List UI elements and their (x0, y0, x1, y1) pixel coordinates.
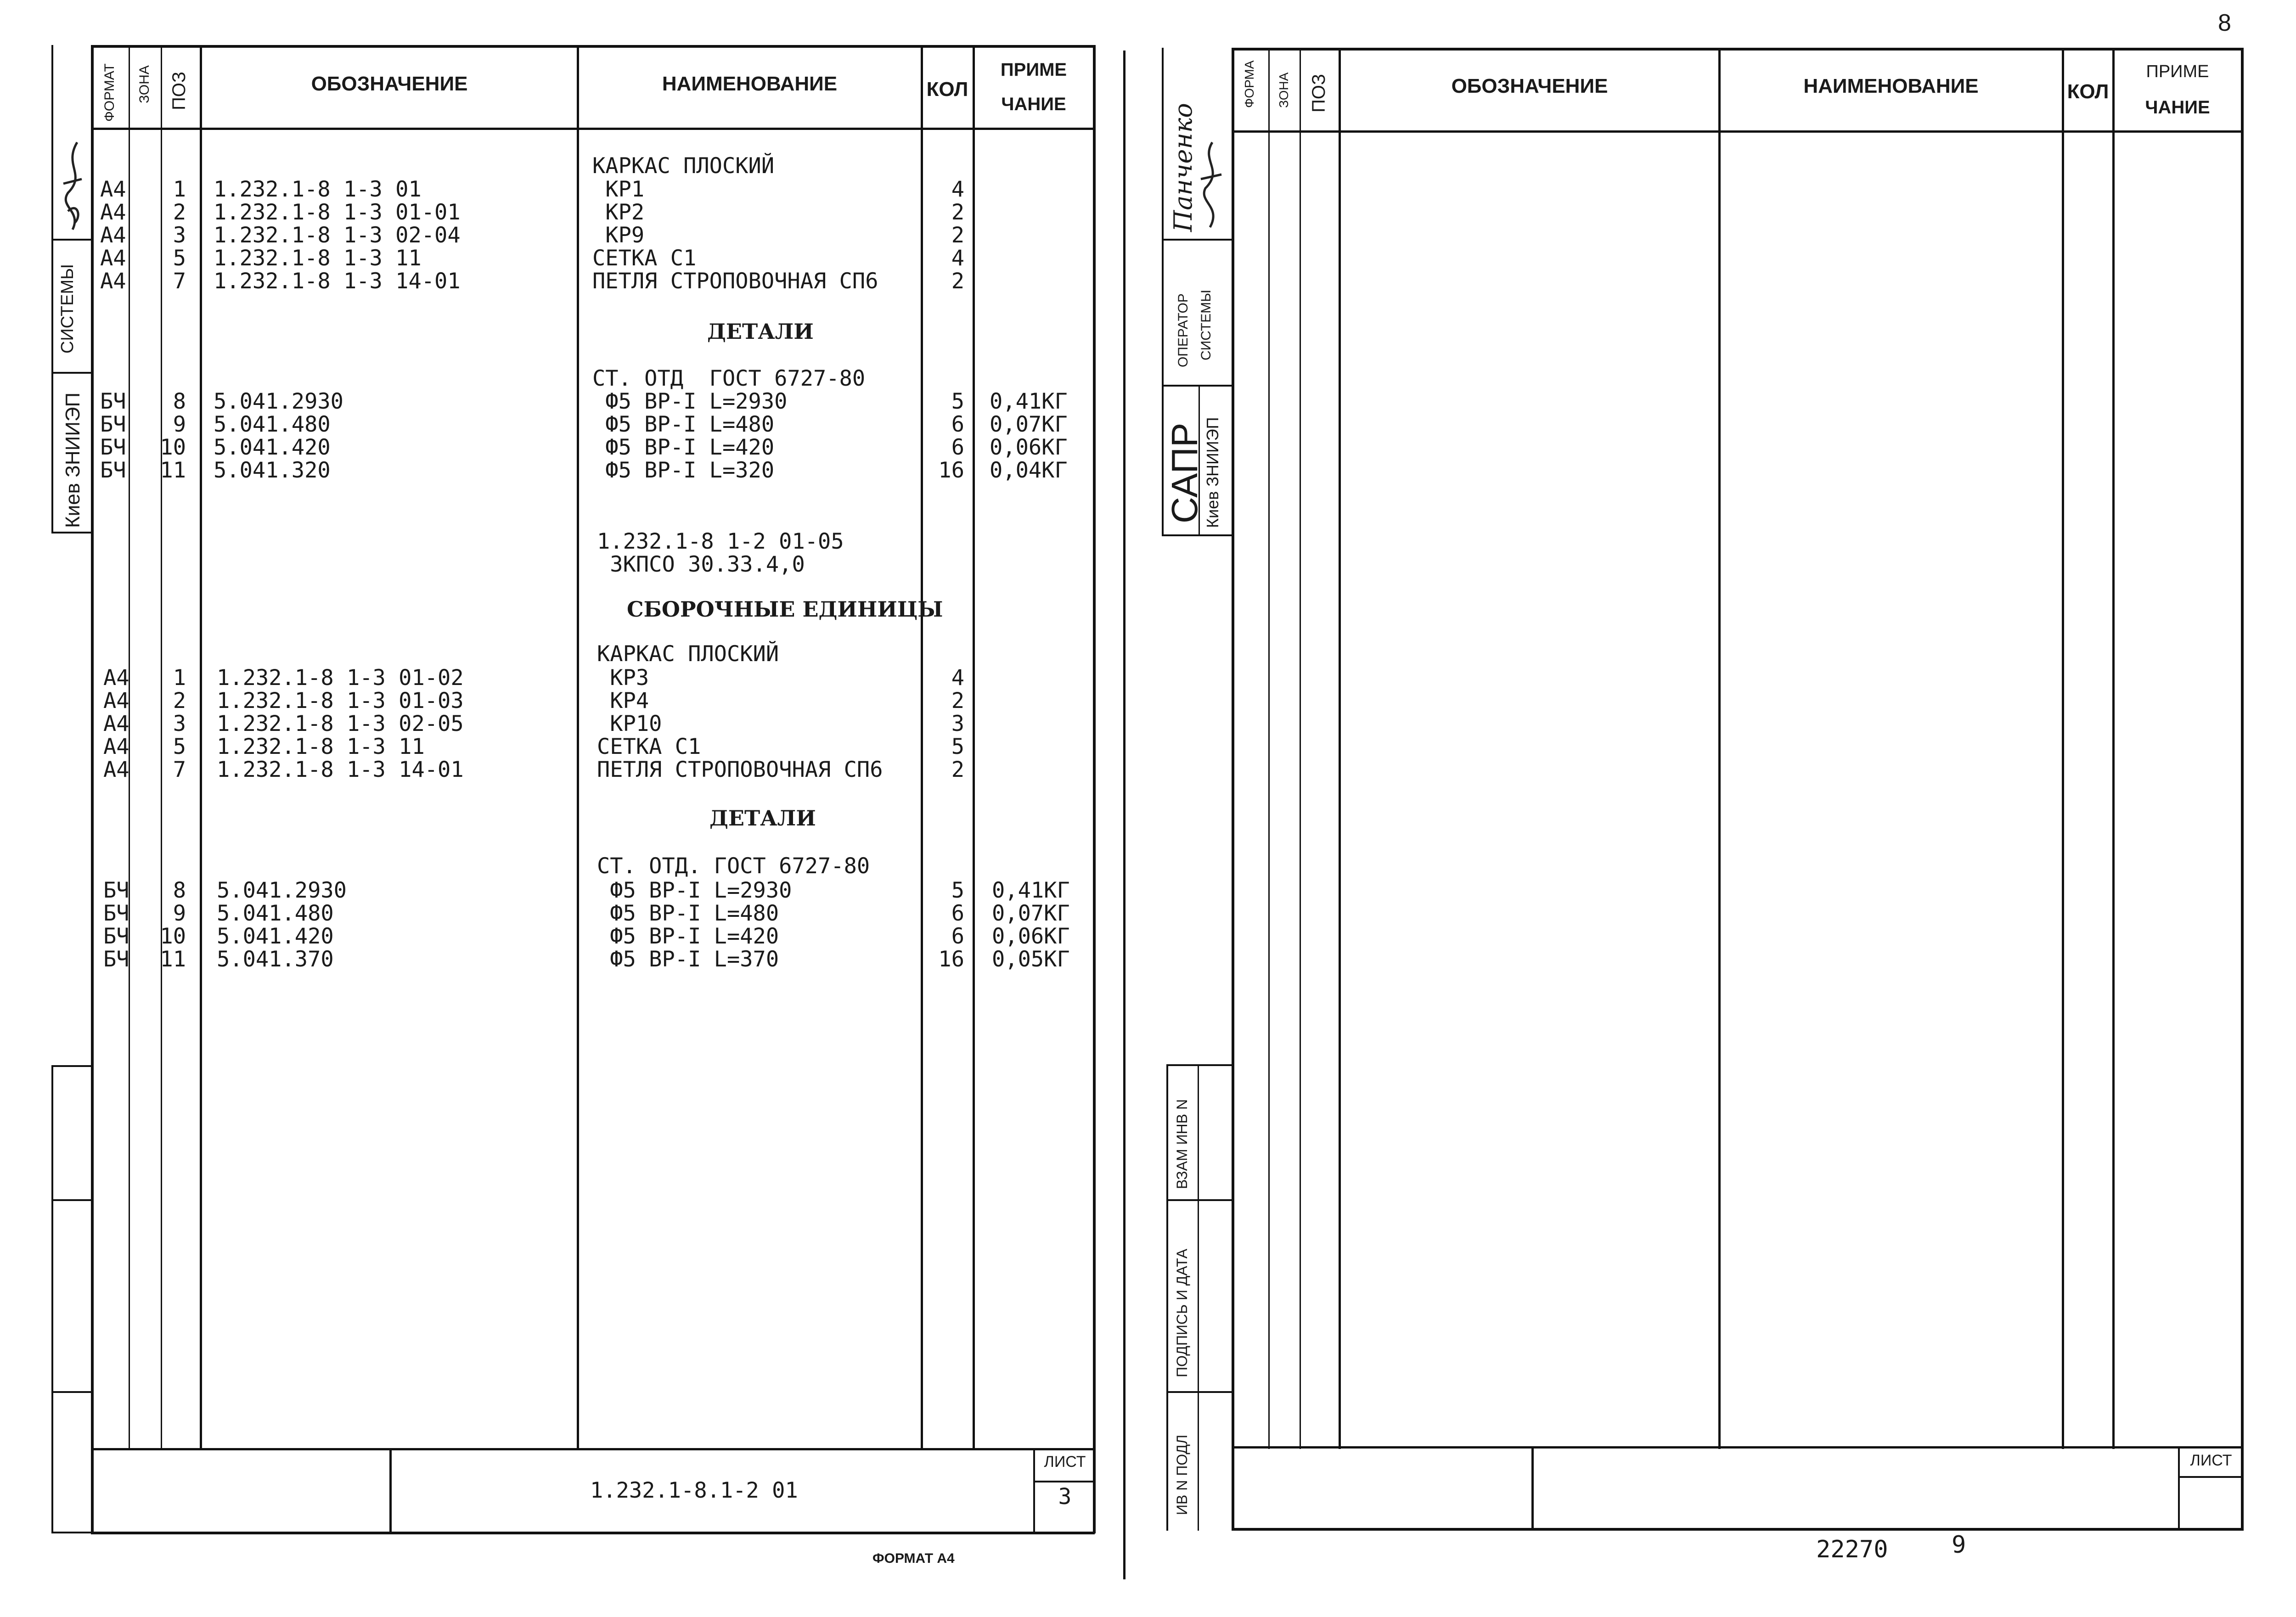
bottom-number: 22270 (1816, 1536, 1888, 1563)
signature-name: Панченко (1169, 103, 1198, 232)
sheet-number: 3 (1058, 1484, 1072, 1510)
side-label-inv-no: ИВ N ПОДЛ (1174, 1434, 1190, 1515)
header-format: ФОРМАТ (102, 63, 117, 122)
side-label-kiev: Киев ЗНИИЭП (62, 392, 84, 528)
side-label-sapr: САПР (1164, 422, 1205, 523)
header-note-2: ЧАНИЕ (2145, 97, 2210, 118)
header-note-1: ПРИМЕ (1000, 60, 1067, 80)
format-label: ФОРМАТ А4 (872, 1551, 955, 1566)
header-zone: ЗОНА (137, 65, 152, 103)
side-label-replaced: ВЗАМ ИНВ N (1174, 1099, 1190, 1189)
header-pos: ПОЗ (1309, 73, 1329, 112)
header-designation: ОБОЗНАЧЕНИЕ (1451, 75, 1608, 97)
details-title: ДЕТАЛИ (709, 806, 816, 831)
sheet-label: ЛИСТ (2190, 1452, 2232, 1469)
header-zone: ЗОНА (1277, 72, 1291, 108)
side-label-systems: СИСТЕМЫ (58, 264, 77, 354)
assembly-title: КАРКАС ПЛОСКИЙ (597, 641, 779, 667)
header-qty: КОЛ (2067, 80, 2109, 103)
header-note-2: ЧАНИЕ (1001, 94, 1066, 114)
header-note-1: ПРИМЕ (2146, 62, 2209, 81)
sheet-label: ЛИСТ (1044, 1453, 1086, 1471)
side-label-sign-date: ПОДПИСЬ И ДАТА (1174, 1248, 1190, 1377)
details-standard: СТ. ОТД ГОСТ 6727-80 (592, 366, 866, 391)
side-label-systems: СИСТЕМЫ (1199, 290, 1214, 360)
header-designation: ОБОЗНАЧЕНИЕ (311, 73, 468, 95)
assembly-units-title: СБОРОЧНЫЕ ЕДИНИЦЫ (627, 597, 943, 622)
side-label-kiev: Киев ЗНИИЭП (1203, 417, 1222, 528)
reference-line-2: ЗКПСО 30.33.4,0 (597, 552, 805, 577)
bottom-number-2: 9 (1952, 1531, 1966, 1559)
assembly-title: КАРКАС ПЛОСКИЙ (592, 153, 775, 179)
document-code: 1.232.1-8.1-2 01 (590, 1478, 798, 1503)
sheet-divider (1123, 51, 1125, 1579)
signature-scribble (54, 138, 91, 239)
details-standard: СТ. ОТД. ГОСТ 6727-80 (597, 853, 870, 879)
header-pos: ПОЗ (169, 71, 189, 110)
header-format: ФОРМА (1242, 60, 1256, 108)
reference-line-1: 1.232.1-8 1-2 01-05 (597, 529, 844, 554)
side-label-operator: ОПЕРАТОР (1176, 293, 1191, 367)
header-name: НАИМЕНОВАНИЕ (662, 73, 838, 95)
details-title: ДЕТАЛИ (707, 319, 814, 344)
header-name: НАИМЕНОВАНИЕ (1803, 75, 1979, 97)
header-qty: КОЛ (926, 78, 968, 101)
page-number: 8 (2218, 10, 2231, 36)
signature-scribble (1194, 138, 1231, 234)
